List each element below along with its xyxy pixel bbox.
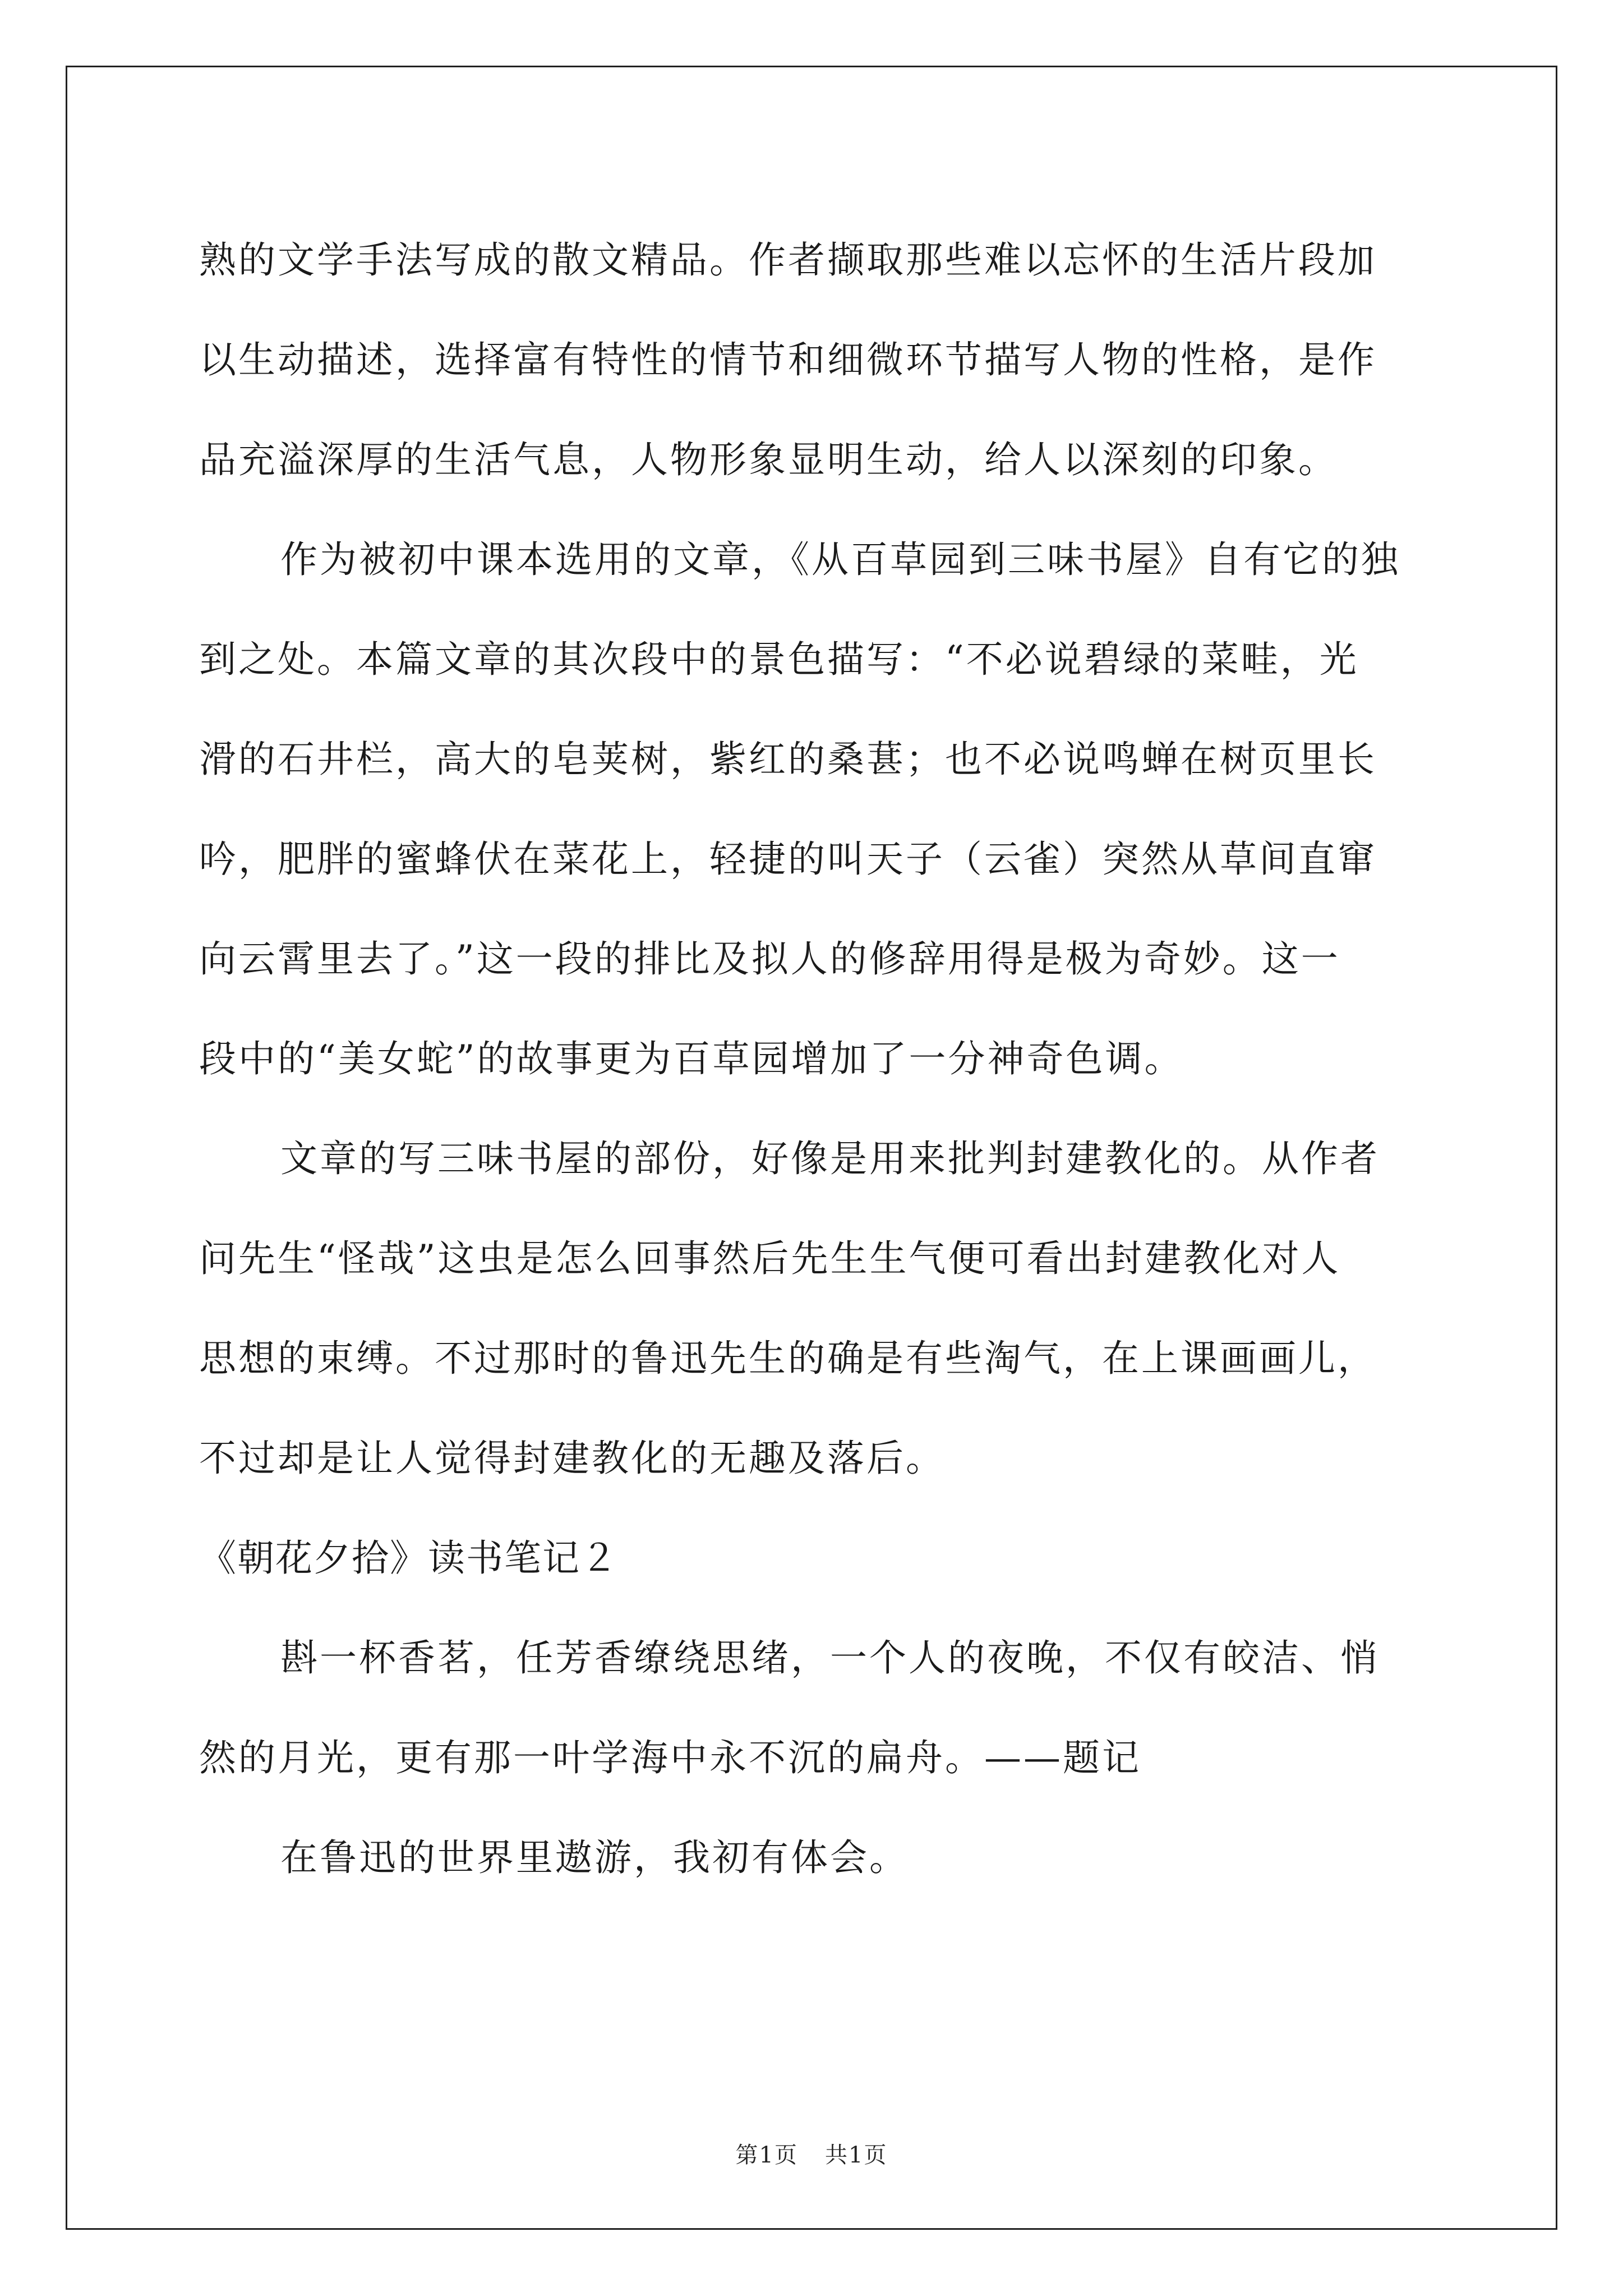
text-line: 作为被初中课本选用的文章，《从百草园到三味书屋》自有它的独 [280,538,1400,581]
text-line: 吟，肥胖的蜜蜂伏在菜花上，轻捷的叫天子（云雀）突然从草间直窜 [199,838,1377,881]
text-line: 斟一杯香茗，任芳香缭绕思绪，一个人的夜晚，不仅有皎洁、悄 [280,1636,1380,1680]
page-footer [0,2137,1623,2169]
page-total: 共1页 [825,2142,888,2168]
text-line: 熟的文学手法写成的散文精品。作者撷取那些难以忘怀的生活片段加 [199,238,1377,282]
text-line: 文章的写三味书屋的部份，好像是用来批判封建教化的。从作者 [280,1137,1380,1180]
text-line: 思想的束缚。不过那时的鲁迅先生的确是有些淘气，在上课画画儿， [199,1337,1377,1380]
paragraph [199,510,1427,1109]
text-line: 向云霄里去了。”这一段的排比及拟人的修辞用得是极为奇妙。这一 [199,937,1340,981]
paragraph [199,1109,1427,1508]
text-line: 以生动描述，选择富有特性的情节和细微环节描写人物的性格，是作 [199,338,1377,381]
text-line: 然的月光，更有那一叶学海中永不沉的扁舟。——题记 [199,1736,1141,1779]
paragraph [199,1608,1427,1808]
text-line: 品充溢深厚的生活气息，人物形象显明生动，给人以深刻的印象。 [199,438,1338,481]
paragraph [199,1808,1427,1908]
page-number: 第1页 [735,2142,798,2168]
text-line: 到之处。本篇文章的其次段中的景色描写：“不必说碧绿的菜畦，光 [199,638,1359,681]
section-heading: 《朝花夕拾》读书笔记２ [199,1536,619,1580]
paragraph [199,210,1427,510]
text-line: 问先生“怪哉”这虫是怎么回事然后先生生气便可看出封建教化对人 [199,1237,1341,1280]
text-line: 不过却是让人觉得封建教化的无趣及落后。 [199,1437,945,1480]
text-line: 段中的“美女蛇”的故事更为百草园增加了一分神奇色调。 [199,1037,1184,1080]
text-line: 滑的石井栏，高大的皂荚树，紫红的桑葚；也不必说鸣蝉在树页里长 [199,738,1377,781]
document-body [199,210,1427,1908]
text-line: 在鲁迅的世界里遨游，我初有体会。 [280,1836,909,1879]
